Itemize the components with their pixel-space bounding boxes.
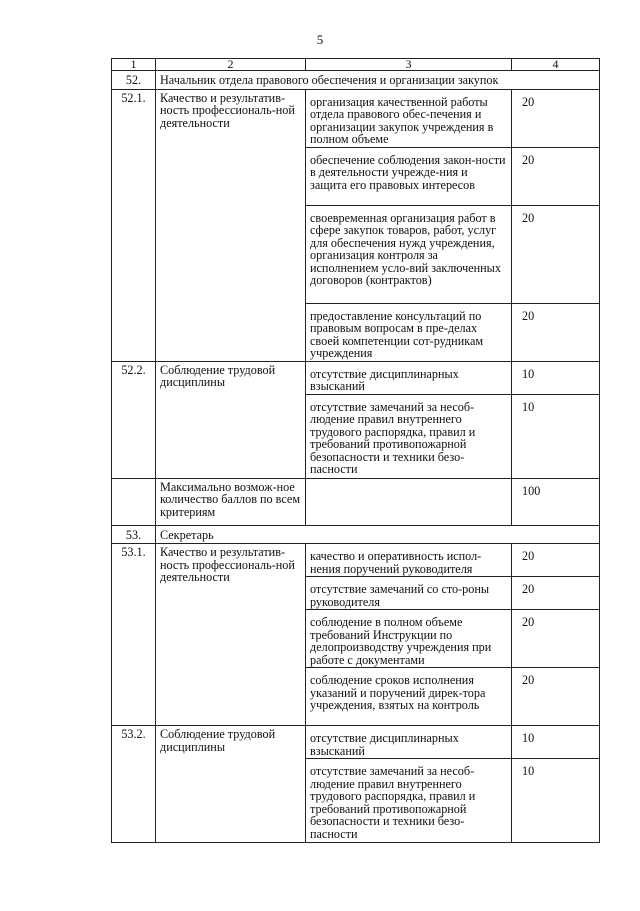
header-cell-4: 4 <box>512 59 600 71</box>
total-score: 100 <box>512 478 600 525</box>
score-value: 20 <box>512 147 600 205</box>
indicator-text: отсутствие замечаний за несоб-людение правил внутреннего трудового распорядка, правил и требований противопожарной безопасности и техники безо-пасности <box>306 759 512 843</box>
section-title: Начальник отдела правового обеспечения и организации закупок <box>156 71 600 90</box>
table-row <box>112 726 600 759</box>
section-title: Секретарь <box>156 525 600 544</box>
score-value: 10 <box>512 361 600 394</box>
group-number: 52.1. <box>112 89 156 361</box>
indicator-text: организация качественной работы отдела правового обес-печения и организации закупок учреждения в полном объеме <box>306 89 512 147</box>
section-row-52 <box>112 71 600 90</box>
total-empty-cell <box>306 478 512 525</box>
group-number: 53.2. <box>112 726 156 843</box>
score-value: 20 <box>512 610 600 668</box>
score-value: 20 <box>512 303 600 361</box>
criterion-text: Соблюдение трудовой дисциплины <box>156 361 306 478</box>
score-value: 20 <box>512 205 600 303</box>
section-number: 53. <box>112 525 156 544</box>
criterion-text: Соблюдение трудовой дисциплины <box>156 726 306 843</box>
total-label: Максимально возмож-ное количество баллов по всем критериям <box>156 478 306 525</box>
table-row <box>112 361 600 394</box>
score-value: 20 <box>512 668 600 726</box>
score-value: 20 <box>512 89 600 147</box>
section-row-53 <box>112 525 600 544</box>
criterion-text: Качество и результатив-ность профессиональ-ной деятельности <box>156 89 306 361</box>
indicator-text: своевременная организация работ в сфере закупок товаров, работ, услуг для обеспечения нужд учреждения, организация контроля за исполнением усло-вий заключенных договоров (контрактов) <box>306 205 512 303</box>
total-number-cell <box>112 478 156 525</box>
group-number: 53.1. <box>112 544 156 726</box>
indicator-text: обеспечение соблюдения закон-ности в деятельности учрежде-ния и защита его правовых интересов <box>306 147 512 205</box>
score-value: 10 <box>512 726 600 759</box>
criterion-text: Качество и результатив-ность профессиональ-ной деятельности <box>156 544 306 726</box>
total-row <box>112 478 600 525</box>
header-cell-3: 3 <box>306 59 512 71</box>
group-number: 52.2. <box>112 361 156 478</box>
criteria-table <box>111 58 600 843</box>
indicator-text: соблюдение сроков исполнения указаний и поручений дирек-тора учреждения, взятых на контроль <box>306 668 512 726</box>
indicator-text: отсутствие замечаний за несоб-людение правил внутреннего трудового распорядка, правил и требований противопожарной безопасности и техники безо-пасности <box>306 394 512 478</box>
table-row <box>112 89 600 147</box>
table-header-row <box>112 59 600 71</box>
score-value: 20 <box>512 544 600 577</box>
indicator-text: предоставление консультаций по правовым вопросам в пре-делах своей компетенции сот-рудникам учреждения <box>306 303 512 361</box>
section-number: 52. <box>112 71 156 90</box>
indicator-text: отсутствие замечаний со сто-роны руководителя <box>306 577 512 610</box>
table-row <box>112 544 600 577</box>
indicator-text: отсутствие дисциплинарных взысканий <box>306 726 512 759</box>
page-number: 5 <box>316 32 324 47</box>
header-cell-1: 1 <box>112 59 156 71</box>
score-value: 10 <box>512 759 600 843</box>
indicator-text: качество и оперативность испол-нения поручений руководителя <box>306 544 512 577</box>
indicator-text: отсутствие дисциплинарных взысканий <box>306 361 512 394</box>
header-cell-2: 2 <box>156 59 306 71</box>
score-value: 10 <box>512 394 600 478</box>
indicator-text: соблюдение в полном объеме требований Инструкции по делопроизводству учреждения при работе с документами <box>306 610 512 668</box>
score-value: 20 <box>512 577 600 610</box>
